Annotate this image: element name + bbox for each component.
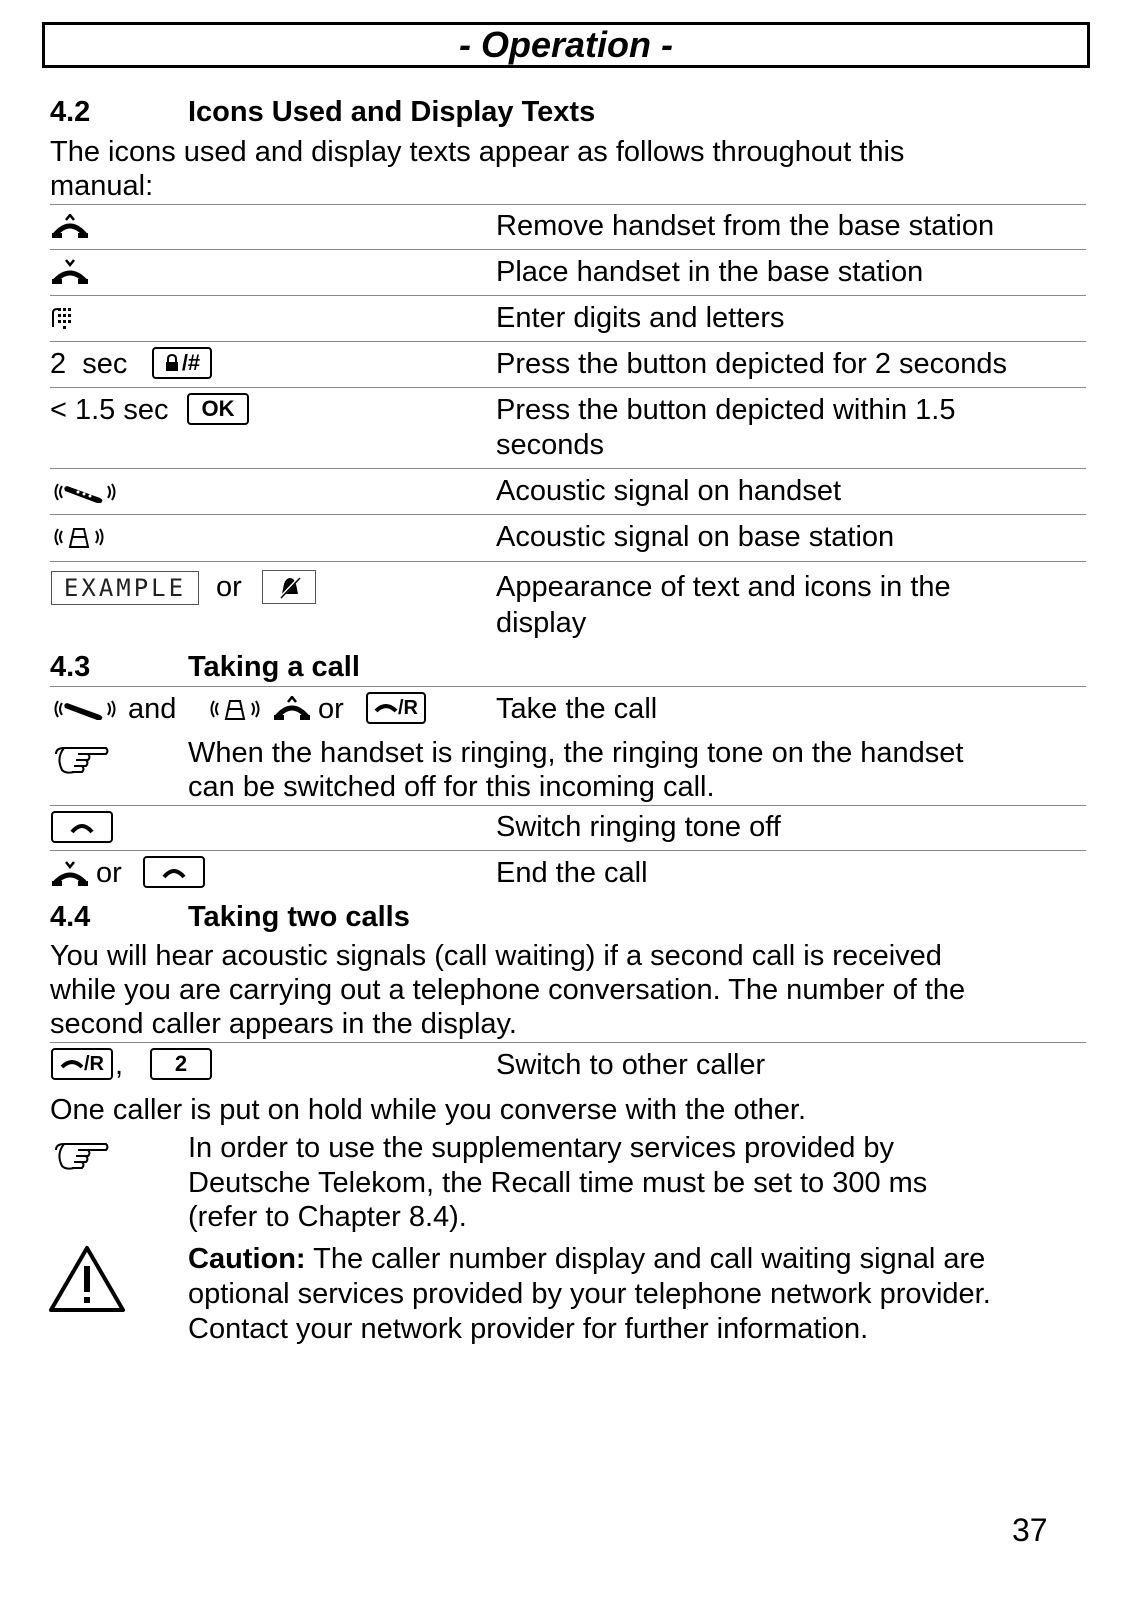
note-line: can be switched off for this incoming call. bbox=[188, 771, 715, 803]
handset-ring-icon bbox=[50, 478, 120, 506]
page-header bbox=[42, 22, 1090, 68]
section-title: Taking two calls bbox=[188, 901, 410, 933]
caution-line bbox=[188, 1242, 985, 1276]
divider bbox=[50, 1042, 1086, 1043]
row-description: Acoustic signal on handset bbox=[496, 475, 841, 507]
key-container bbox=[150, 1048, 212, 1080]
key-container bbox=[187, 393, 249, 425]
divider bbox=[50, 468, 1086, 469]
lock-icon bbox=[164, 354, 180, 372]
and-text: and bbox=[128, 693, 177, 725]
page-number: 37 bbox=[1012, 1512, 1048, 1548]
divider bbox=[50, 850, 1086, 851]
digit-2-key: 2 bbox=[150, 1048, 212, 1080]
caution-text: The caller number display and call waiting signal are bbox=[305, 1243, 986, 1275]
handset-place-icon bbox=[50, 258, 90, 286]
ok-key: OK bbox=[187, 393, 249, 425]
divider bbox=[50, 341, 1086, 342]
hold-text: One caller is put on hold while you converse with the other. bbox=[50, 1094, 807, 1126]
row-description: seconds bbox=[496, 429, 605, 461]
or-text: or bbox=[318, 693, 344, 725]
key-slash: / bbox=[83, 1052, 90, 1075]
pointing-hand-icon bbox=[52, 744, 110, 776]
key-container bbox=[152, 347, 212, 379]
talk-recall-key bbox=[366, 692, 426, 724]
divider bbox=[50, 249, 1086, 250]
caution-label: Caution: bbox=[188, 1243, 306, 1275]
header-title: - Operation - bbox=[459, 24, 673, 65]
row-description: Press the button depicted for 2 seconds bbox=[496, 348, 1008, 380]
row-description: End the call bbox=[496, 857, 648, 889]
bell-off-icon bbox=[276, 574, 302, 600]
key-slash-hash: /# bbox=[181, 350, 201, 375]
recall-label: R bbox=[89, 1052, 104, 1075]
section-number: 4.3 bbox=[50, 651, 91, 683]
row-description: Switch ringing tone off bbox=[496, 811, 781, 843]
handset-lift-icon bbox=[50, 214, 90, 240]
section-title: Taking a call bbox=[188, 651, 360, 683]
note-line: When the handset is ringing, the ringing tone on the handset bbox=[188, 737, 964, 769]
caution-line: Contact your network provider for further information. bbox=[188, 1313, 869, 1345]
handset-ring-icon bbox=[50, 695, 120, 723]
or-text: or bbox=[216, 571, 242, 603]
key-container bbox=[51, 811, 113, 843]
keypad-icon bbox=[50, 305, 72, 331]
intro-line: manual: bbox=[50, 170, 154, 202]
key-slash: / bbox=[397, 696, 404, 719]
divider bbox=[50, 686, 1086, 687]
phone-icon bbox=[374, 701, 398, 715]
row-description: Switch to other caller bbox=[496, 1049, 766, 1081]
caution-line: optional services provided by your telephone network provider. bbox=[188, 1278, 991, 1310]
handset-lift-icon bbox=[272, 696, 312, 722]
divider bbox=[50, 295, 1086, 296]
note-line: In order to use the supplementary services provided by bbox=[188, 1132, 895, 1164]
lock-hash-key bbox=[152, 347, 212, 379]
hangup-icon bbox=[69, 820, 95, 834]
section-number: 4.2 bbox=[50, 96, 91, 128]
base-ring-icon bbox=[50, 523, 108, 551]
row-description: Place handset in the base station bbox=[496, 256, 924, 288]
or-text: or bbox=[96, 857, 122, 889]
talk-recall-key bbox=[51, 1048, 113, 1080]
divider bbox=[50, 514, 1086, 515]
handset-place-icon bbox=[50, 860, 90, 888]
key-container bbox=[366, 692, 426, 724]
key-container bbox=[51, 1048, 113, 1080]
row-description: Enter digits and letters bbox=[496, 302, 785, 334]
row-description: display bbox=[496, 607, 587, 639]
divider bbox=[50, 387, 1086, 388]
paragraph-line: second caller appears in the display. bbox=[50, 1008, 517, 1040]
row-description: Appearance of text and icons in the bbox=[496, 571, 951, 603]
end-call-key bbox=[51, 811, 113, 843]
base-ring-icon bbox=[206, 695, 264, 723]
warning-triangle-icon bbox=[48, 1244, 126, 1314]
recall-label: R bbox=[403, 696, 418, 719]
lcd-example: EXAMPLE bbox=[51, 571, 199, 605]
phone-icon bbox=[60, 1057, 84, 1071]
display-icon-box bbox=[262, 570, 316, 604]
section-title: Icons Used and Display Texts bbox=[188, 96, 596, 128]
row-description: Take the call bbox=[496, 693, 658, 725]
divider bbox=[50, 204, 1086, 205]
paragraph-line: You will hear acoustic signals (call waiting) if a second call is received bbox=[50, 940, 942, 972]
divider bbox=[50, 805, 1086, 806]
key-container bbox=[143, 856, 205, 888]
note-line: (refer to Chapter 8.4). bbox=[188, 1201, 467, 1233]
divider bbox=[50, 561, 1086, 562]
comma-text: , bbox=[115, 1049, 124, 1081]
row-prefix: < 1.5 sec bbox=[50, 394, 169, 426]
paragraph-line: while you are carrying out a telephone conversation. The number of the bbox=[50, 974, 966, 1006]
row-description: Press the button depicted within 1.5 bbox=[496, 394, 956, 426]
pointing-hand-icon bbox=[52, 1140, 110, 1172]
row-prefix: 2 sec bbox=[50, 348, 128, 380]
end-call-key bbox=[143, 856, 205, 888]
note-line: Deutsche Telekom, the Recall time must be set to 300 ms bbox=[188, 1167, 928, 1199]
section-number: 4.4 bbox=[50, 901, 91, 933]
hangup-icon bbox=[161, 865, 187, 879]
row-description: Acoustic signal on base station bbox=[496, 521, 895, 553]
row-description: Remove handset from the base station bbox=[496, 210, 995, 242]
intro-line: The icons used and display texts appear as follows throughout this bbox=[50, 136, 905, 168]
